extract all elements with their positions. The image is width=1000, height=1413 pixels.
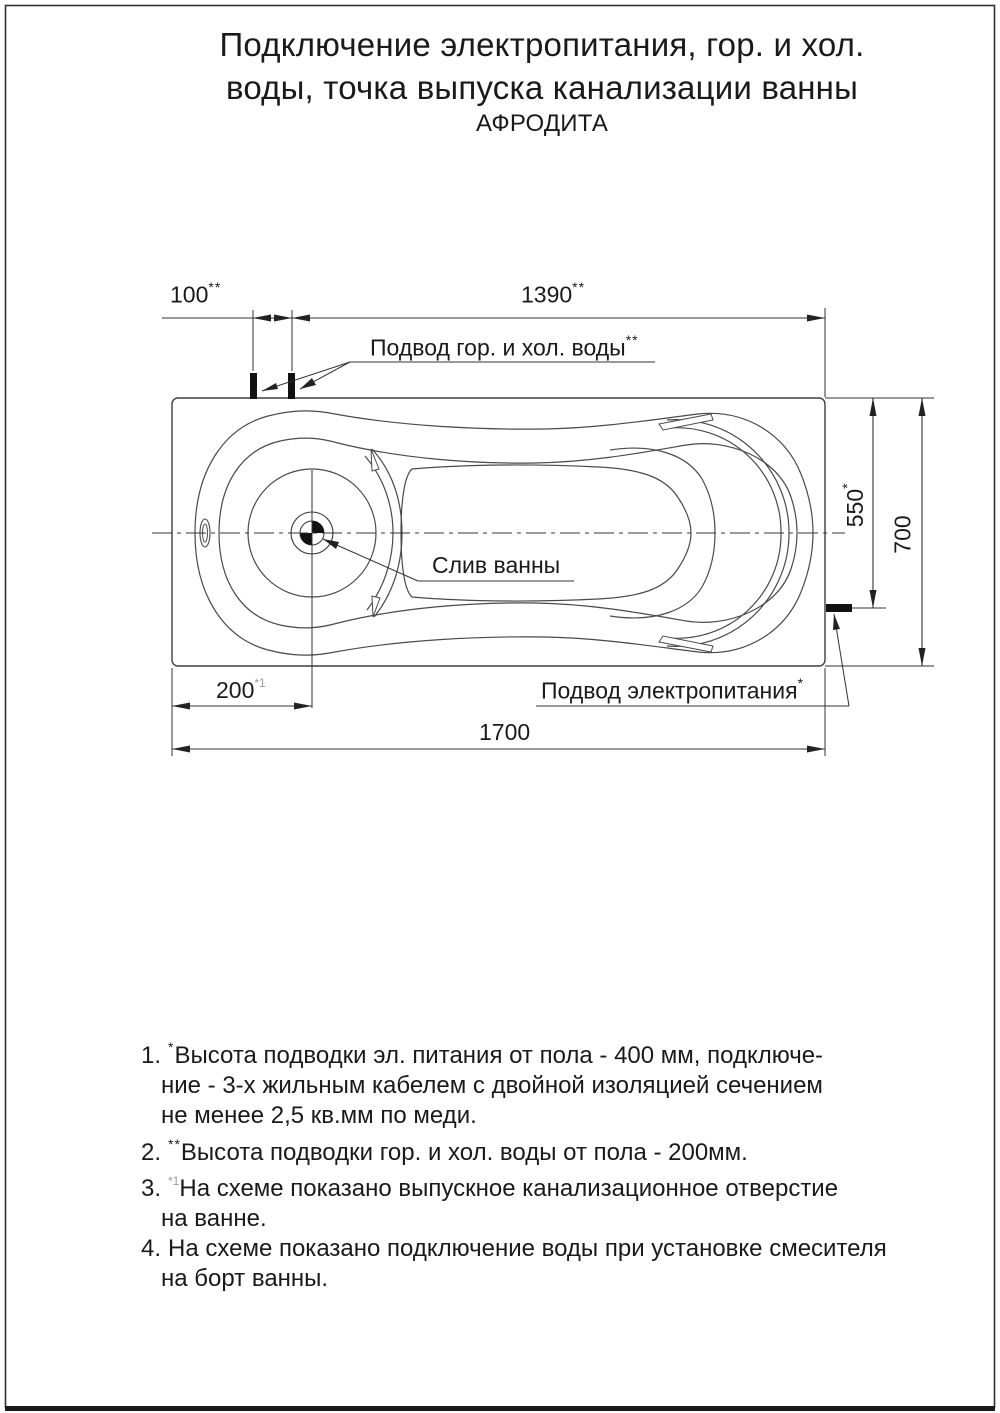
arrowhead — [172, 746, 190, 753]
drain-callout-label: Слив ванны — [432, 552, 561, 578]
dim-1390-marker: ** — [572, 279, 586, 295]
dim-550: 550* — [839, 482, 868, 528]
water-point-right — [288, 373, 295, 399]
dim-100: 100** — [170, 279, 222, 308]
arrowhead — [919, 648, 926, 666]
arrowhead — [262, 383, 278, 391]
arrowhead — [292, 315, 310, 322]
note-4-line-2: на борт ванны. — [161, 1265, 329, 1292]
drain-symbol-quadrant-ur — [312, 521, 324, 533]
arrowhead — [323, 539, 339, 549]
note-1-line-2: ние - 3-х жильным кабелем с двойной изоляцией сечением — [161, 1072, 823, 1099]
dim-550-marker: * — [839, 482, 856, 489]
note-4-line-1: 4. На схеме показано подключение воды при установке смесителя — [141, 1235, 887, 1262]
dim-100-marker: ** — [208, 279, 222, 295]
note-3-line-2: на ванне. — [161, 1205, 267, 1232]
arrowhead — [294, 703, 312, 710]
water-callout-marker: ** — [625, 332, 639, 348]
arrowhead — [870, 398, 877, 416]
dim-700: 700 — [889, 515, 916, 554]
arrowhead — [807, 315, 825, 322]
arrowhead — [833, 614, 840, 630]
dim-200-marker: *1 — [254, 676, 266, 691]
dim-1700: 1700 — [479, 719, 531, 745]
arrowhead — [870, 590, 877, 608]
note-3-line-1: 3. $^{*1}$На схеме показано выпускное канализационное отверстие — [141, 1174, 839, 1202]
arrowhead — [807, 746, 825, 753]
arrowhead — [300, 378, 316, 389]
drain-symbol-quadrant-ll — [300, 533, 312, 545]
water-point-left — [250, 373, 257, 399]
arrowhead — [919, 398, 926, 416]
power-callout-marker: * — [797, 675, 805, 691]
arrowhead — [274, 315, 292, 322]
note-1-line-3: не менее 2,5 кв.мм по меди. — [161, 1102, 477, 1129]
page-title-line1: Подключение электропитания, гор. и хол. — [219, 26, 865, 63]
power-point — [826, 604, 852, 612]
arrowhead — [253, 315, 271, 322]
note-1-line-1: 1. *Высота подводки эл. питания от пола - 400 мм, подключе- — [141, 1039, 824, 1069]
water-callout-label: Подвод гор. и хол. воды** — [370, 332, 639, 361]
page-title-line2: воды, точка выпуска канализации ванны — [225, 69, 859, 106]
note-2-line-1: 2. **Высота подводки гор. и хол. воды от пола - 200мм. — [141, 1136, 748, 1166]
page-title-model: АФРОДИТА — [475, 110, 609, 137]
dim-200: 200$^{*1}$ — [216, 676, 266, 703]
arrowhead — [172, 703, 190, 710]
dim-1390: 1390** — [521, 279, 586, 308]
notes-block — [141, 1034, 921, 1294]
power-callout-label: Подвод электропитания* — [541, 675, 805, 704]
